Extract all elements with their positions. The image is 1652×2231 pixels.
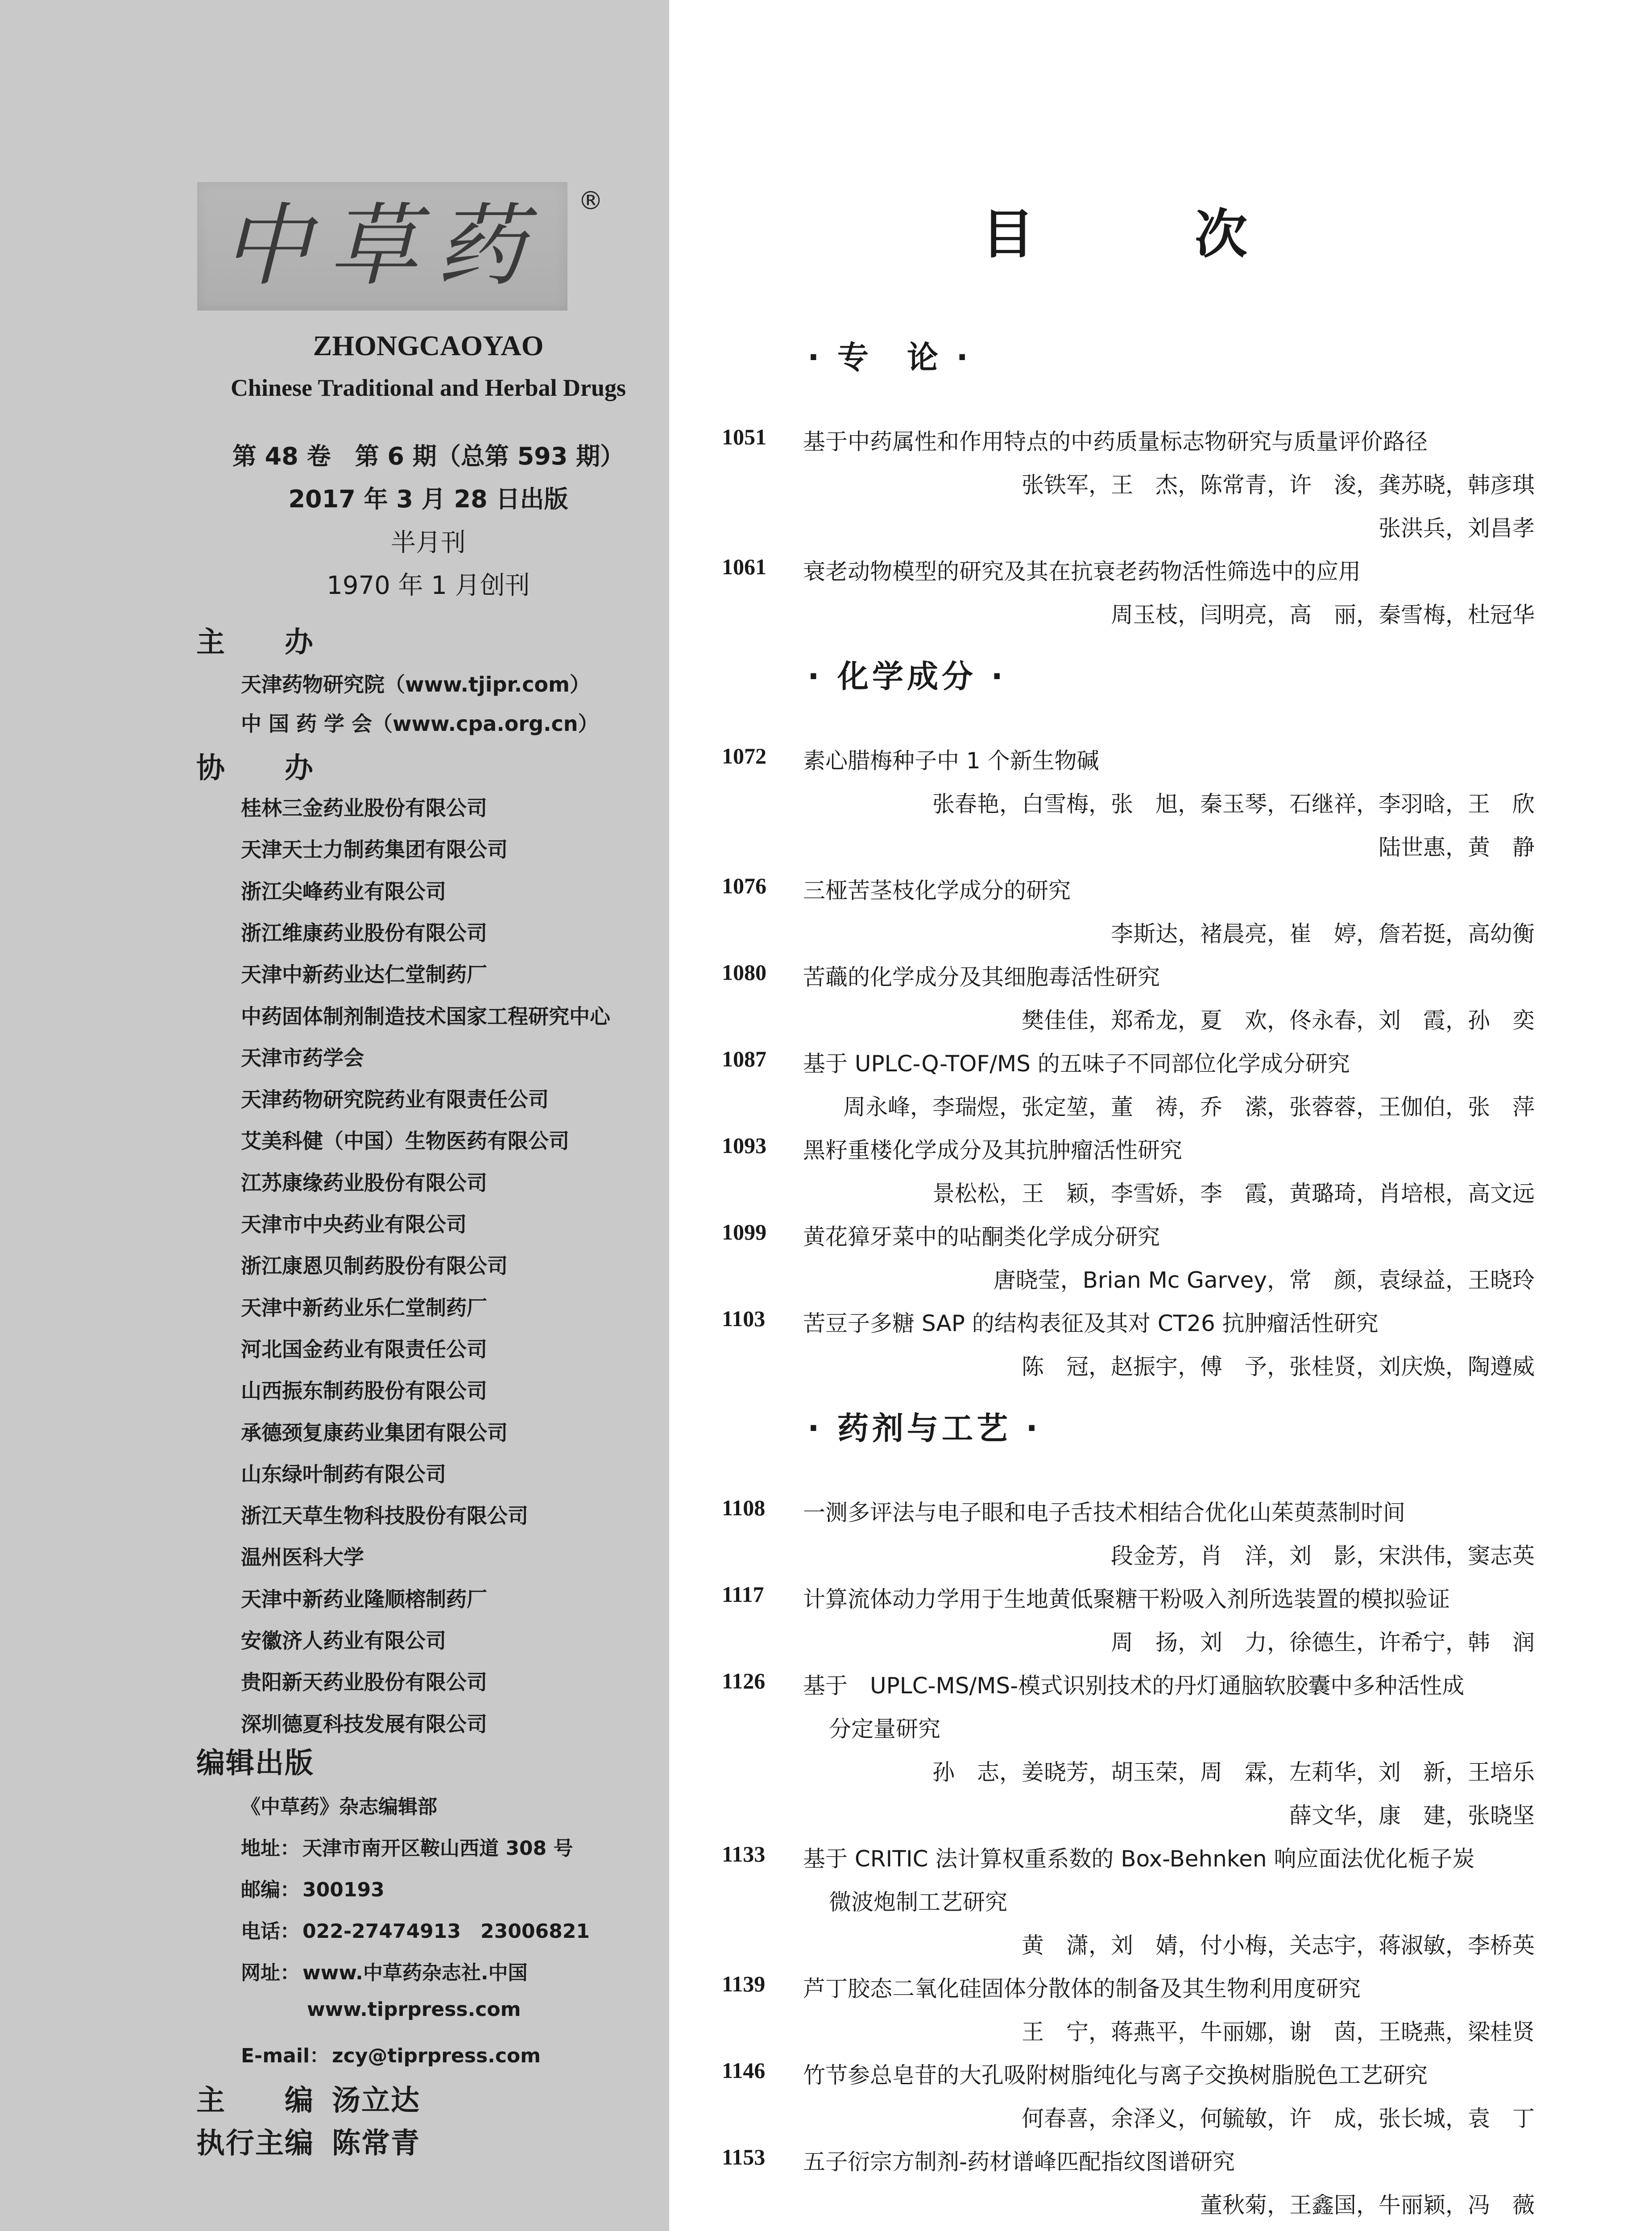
co-sponsor-item: 深圳德夏科技发展有限公司	[241, 1712, 487, 1736]
toc-section-heading: · 化学成分 ·	[807, 658, 1006, 695]
co-sponsor-item: 承德颈复康药业集团有限公司	[241, 1420, 508, 1445]
postcode-value: 300193	[302, 1879, 385, 1901]
toc-authors: 周玉枝，闫明亮，高 丽，秦雪梅，杜冠华	[1111, 602, 1535, 628]
toc-page-number: 1099	[722, 1219, 766, 1244]
publisher-label: 编辑出版	[196, 1747, 314, 1780]
co-sponsor-item: 天津市中央药业有限公司	[241, 1212, 467, 1236]
chief-editor-name: 汤立达	[332, 2084, 420, 2117]
co-sponsor-item: 浙江维康药业股份有限公司	[241, 921, 487, 945]
journal-name-en: ZHONGCAOYAO	[313, 330, 544, 361]
toc-authors: 黄 潇，刘 婧，付小梅，关志宇，蒋淑敏，李桥英	[1022, 1932, 1535, 1958]
co-sponsor-item: 山西振东制药股份有限公司	[241, 1379, 487, 1403]
toc-article-title[interactable]: 一测多评法与电子眼和电子舌技术相结合优化山茱萸蒸制时间	[803, 1500, 1405, 1526]
toc-authors: 张铁军，王 杰，陈常青，许 浚，龚苏晓，韩彦琪	[1022, 472, 1535, 498]
toc-article-title[interactable]: 微波炮制工艺研究	[829, 1889, 1007, 1915]
toc-page-number: 1093	[722, 1133, 766, 1158]
toc-authors: 段金芳，肖 洋，刘 影，宋洪伟，窦志英	[1111, 1543, 1535, 1569]
toc-article-title[interactable]: 五子衍宗方制剂-药材谱峰匹配指纹图谱研究	[803, 2149, 1235, 2175]
chief-editor-label: 主 编	[196, 2084, 314, 2117]
toc-article-title[interactable]: 衰老动物模型的研究及其在抗衰老药物活性筛选中的应用	[803, 559, 1361, 585]
toc-authors: 张洪兵，刘昌孝	[1379, 515, 1535, 541]
website-label: 网址：	[241, 1961, 300, 1984]
co-sponsor-item: 天津天士力制药集团有限公司	[241, 838, 508, 862]
co-sponsor-item: 天津中新药业乐仁堂制药厂	[241, 1295, 487, 1320]
toc-authors: 周永峰，李瑞煜，张定堃，董 祷，乔 潆，张蓉蓉，王伽伯，张 萍	[843, 1094, 1535, 1120]
toc-authors: 李斯达，褚晨亮，崔 婷，詹若挺，高幼衡	[1111, 921, 1535, 947]
founded-date: 1970 年 1 月创刊	[327, 571, 530, 600]
toc-article-title[interactable]: 分定量研究	[829, 1716, 940, 1742]
co-sponsor-item: 江苏康缘药业股份有限公司	[241, 1170, 487, 1195]
postcode-label: 邮编：	[241, 1879, 300, 1901]
address-value: 天津市南开区鞍山西道 308 号	[302, 1837, 573, 1860]
toc-page-number: 1153	[722, 2144, 766, 2169]
co-sponsor-item: 桂林三金药业股份有限公司	[241, 796, 487, 820]
toc-section-heading: · 药剂与工艺 ·	[807, 1410, 1041, 1447]
toc-article-title[interactable]: 基于中药属性和作用特点的中药质量标志物研究与质量评价路径	[803, 429, 1428, 455]
address-row	[241, 1832, 573, 1861]
toc-article-title[interactable]: 基于 UPLC-MS/MS-模式识别技术的丹灯通脑软胶囊中多种活性成	[803, 1673, 1465, 1699]
logo-calligraphy: 中草药	[221, 194, 543, 298]
co-sponsor-item: 天津中新药业达仁堂制药厂	[241, 962, 487, 987]
website-link-2[interactable]: www.tiprpress.com	[307, 1998, 521, 2021]
co-sponsor-item: 贵阳新天药业股份有限公司	[241, 1670, 487, 1695]
co-sponsor-item: 天津中新药业隆顺榕制药厂	[241, 1587, 487, 1611]
masthead-panel	[0, 0, 669, 2231]
email-row	[241, 2040, 541, 2068]
volume-issue: 第 48 卷 第 6 期（总第 593 期）	[232, 442, 625, 470]
toc-page-number: 1146	[722, 2058, 766, 2083]
toc-authors: 陈 冠，赵振宇，傅 予，张桂贤，刘庆焕，陶遵威	[1022, 1354, 1535, 1380]
registered-mark: ®	[578, 187, 603, 216]
co-sponsor-item: 浙江康恩贝制药股份有限公司	[241, 1254, 508, 1278]
toc-authors: 何春喜，余泽义，何毓敏，许 成，张长城，袁 丁	[1022, 2106, 1535, 2131]
editorial-dept: 《中草药》杂志编辑部	[241, 1796, 437, 1818]
toc-page-number: 1126	[722, 1668, 766, 1693]
toc-page-number: 1103	[722, 1306, 766, 1331]
toc-page-number: 1072	[722, 743, 766, 768]
co-sponsor-item: 浙江尖峰药业有限公司	[241, 879, 446, 904]
sponsor-item: 天津药物研究院（www.tjipr.com）	[241, 672, 590, 697]
toc-article-title[interactable]: 竹节参总皂苷的大孔吸附树脂纯化与离子交换树脂脱色工艺研究	[803, 2062, 1428, 2088]
toc-article-title[interactable]: 黑籽重楼化学成分及其抗肿瘤活性研究	[803, 1137, 1182, 1163]
phone-label: 电话：	[241, 1920, 300, 1943]
co-sponsor-item: 中药固体制剂制造技术国家工程研究中心	[241, 1004, 610, 1028]
toc-authors: 景松松，王 颖，李雪娇，李 霞，黄璐琦，肖培根，高文远	[932, 1181, 1535, 1207]
postcode-row	[241, 1874, 385, 1902]
toc-authors: 王 宁，蒋燕平，牛丽娜，谢 茵，王晓燕，梁桂贤	[1022, 2019, 1535, 2045]
toc-page-number: 1080	[722, 960, 766, 985]
phone-value: 022-27474913 23006821	[302, 1920, 590, 1943]
frequency: 半月刊	[391, 528, 466, 557]
exec-editor-name: 陈常青	[332, 2127, 420, 2160]
co-sponsor-item: 温州医科大学	[241, 1545, 364, 1570]
toc-page-number: 1076	[722, 873, 766, 898]
toc-article-title[interactable]: 三桠苦茎枝化学成分的研究	[803, 878, 1071, 904]
address-label: 地址：	[241, 1837, 300, 1860]
co-sponsor-item: 安徽济人药业有限公司	[241, 1629, 446, 1653]
toc-title: 目次	[981, 203, 1408, 265]
toc-page-number: 1117	[722, 1582, 764, 1607]
toc-article-title[interactable]: 芦丁胶态二氧化硅固体分散体的制备及其生物利用度研究	[803, 1976, 1361, 2002]
email-label: E-mail：	[241, 2044, 330, 2067]
toc-page-number: 1133	[722, 1841, 766, 1866]
toc-article-title[interactable]: 苦蘵的化学成分及其细胞毒活性研究	[803, 964, 1160, 990]
website-link-1[interactable]: www.中草药杂志社.中国	[302, 1961, 528, 1984]
toc-authors: 孙 志，姜晓芳，胡玉荣，周 霖，左莉华，刘 新，王培乐	[932, 1759, 1535, 1785]
co-sponsor-label: 协 办	[196, 752, 314, 785]
toc-authors: 樊佳佳，郑希龙，夏 欢，佟永春，刘 霞，孙 奕	[1022, 1008, 1535, 1033]
toc-page-number: 1087	[722, 1046, 766, 1071]
co-sponsor-item: 艾美科健（中国）生物医药有限公司	[241, 1129, 569, 1153]
sponsor-label: 主 办	[196, 626, 314, 659]
toc-authors: 董秋菊，王鑫国，牛丽颖，冯 薇	[1200, 2192, 1535, 2218]
toc-authors: 唐晓莹，Brian Mc Garvey，常 颜，袁绿益，王晓玲	[993, 1267, 1535, 1293]
phone-row	[241, 1915, 590, 1944]
email-link[interactable]: zcy@tiprpress.com	[332, 2044, 541, 2067]
toc-authors: 张春艳，白雪梅，张 旭，秦玉琴，石继祥，李羽晗，王 欣	[932, 791, 1535, 817]
exec-editor-label: 执行主编	[196, 2127, 314, 2160]
co-sponsor-item: 河北国金药业有限责任公司	[241, 1337, 487, 1361]
toc-page-number: 1108	[722, 1495, 766, 1520]
toc-authors: 薛文华，康 建，张晓坚	[1289, 1803, 1535, 1829]
co-sponsor-item: 山东绿叶制药有限公司	[241, 1462, 446, 1486]
publish-date: 2017 年 3 月 28 日出版	[288, 485, 568, 513]
toc-authors: 周 扬，刘 力，徐德生，许希宁，韩 润	[1111, 1630, 1535, 1655]
exec-editor-row	[196, 2120, 420, 2161]
toc-article-title[interactable]: 苦豆子多糖 SAP 的结构表征及其对 CT26 抗肿瘤活性研究	[803, 1310, 1379, 1336]
toc-article-title[interactable]: 黄花獐牙菜中的呫酮类化学成分研究	[803, 1224, 1160, 1250]
toc-article-title[interactable]: 基于 UPLC-Q-TOF/MS 的五味子不同部位化学成分研究	[803, 1051, 1350, 1077]
toc-section-heading: · 专 论 ·	[807, 339, 972, 376]
co-sponsor-item: 天津药物研究院药业有限责任公司	[241, 1087, 549, 1112]
journal-logo	[197, 182, 567, 311]
website-row	[241, 1957, 528, 1985]
toc-page-number: 1139	[722, 1971, 766, 1996]
journal-subtitle-en: Chinese Traditional and Herbal Drugs	[230, 374, 626, 401]
toc-page-number: 1061	[722, 554, 766, 579]
toc-article-title[interactable]: 计算流体动力学用于生地黄低聚糖干粉吸入剂所选装置的模拟验证	[803, 1586, 1450, 1612]
toc-authors: 陆世惠，黄 静	[1379, 834, 1535, 860]
chief-editor-row	[196, 2078, 420, 2119]
co-sponsor-item: 天津市药学会	[241, 1045, 364, 1070]
sponsor-item: 中 国 药 学 会（www.cpa.org.cn）	[241, 712, 599, 736]
toc-page-number: 1051	[722, 424, 766, 449]
co-sponsor-item: 浙江天草生物科技股份有限公司	[241, 1504, 528, 1528]
toc-article-title[interactable]: 基于 CRITIC 法计算权重系数的 Box-Behnken 响应面法优化栀子炭	[803, 1846, 1475, 1872]
toc-article-title[interactable]: 素心腊梅种子中 1 个新生物碱	[803, 748, 1099, 774]
